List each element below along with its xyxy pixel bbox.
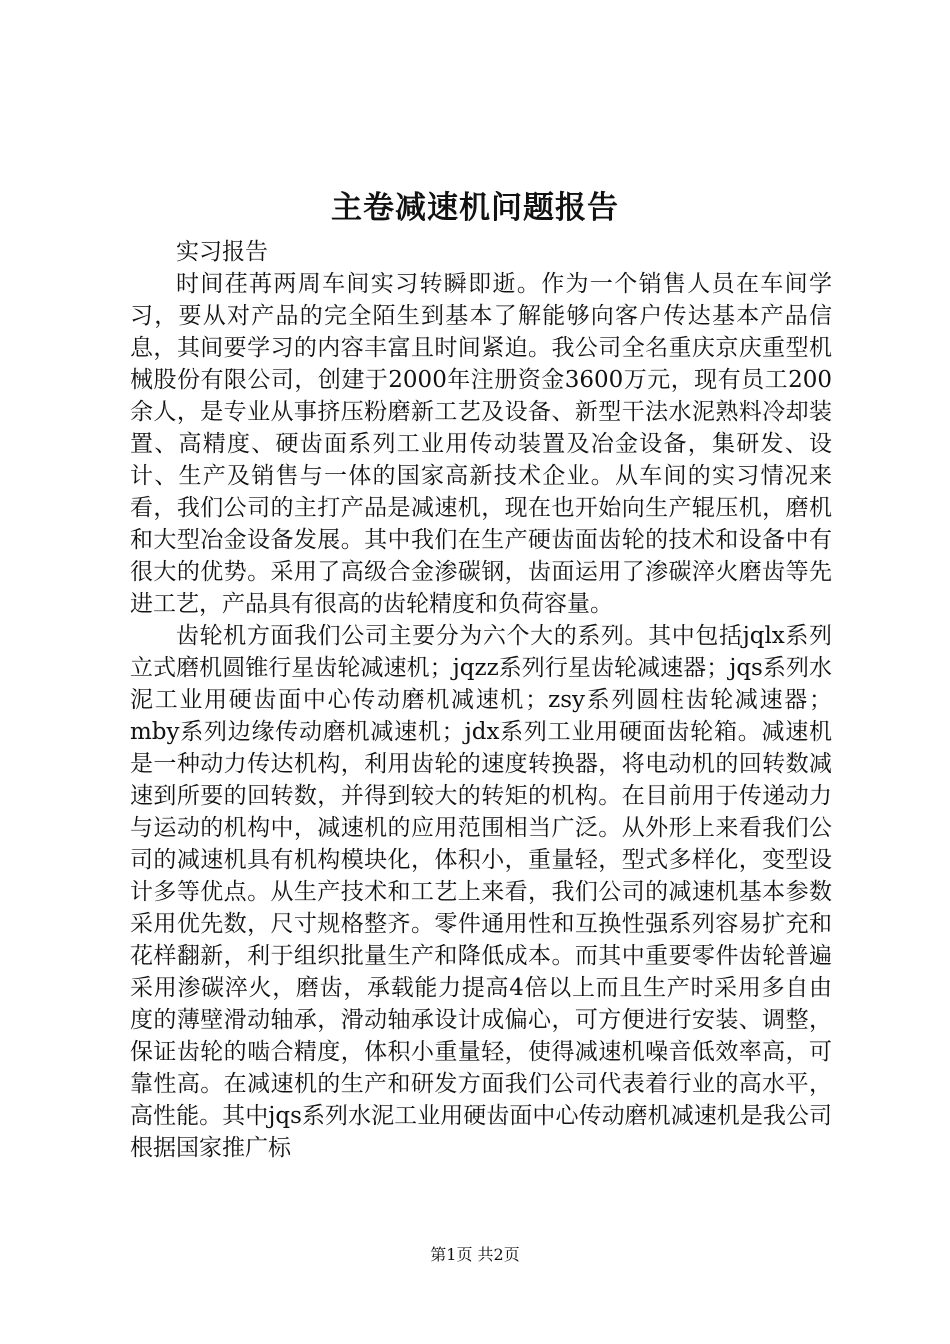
paragraph-heading: 实习报告 bbox=[176, 239, 268, 265]
page-number: 第1页 共2页 bbox=[430, 1245, 520, 1264]
paragraph: 时间荏苒两周车间实习转瞬即逝。作为一个销售人员在车间学习，要从对产品的完全陌生到基本了解能够向客户传达基本产品信息，其间要学习的内容丰富且时间紧迫。我公司全名重庆京庆重型机械股份有限公司，创建于2000年注册资金3600万元，现有员工200余人，是专业从事挤压粉磨新工艺及设备、新型干法水泥熟料冷却装置、高精度、硬齿面系列工业用传动装置及冶金设备，集研发、设计、生产及销售与一体的国家高新技术企业。从车间的实习情况来看，我们公司的主打产品是减速机，现在也开始向生产辊压机，磨机和大型冶金设备发展。其中我们在生产硬齿面齿轮的技术和设备中有很大的优势。采用了高级合金渗碳钢，齿面运用了渗碳淬火磨齿等先进工艺，产品具有很高的齿轮精度和负荷容量。 bbox=[130, 271, 832, 617]
paragraph: 齿轮机方面我们公司主要分为六个大的系列。其中包括jqlx系列立式磨机圆锥行星齿轮减速机；jqzz系列行星齿轮减速器；jqs系列水泥工业用硬齿面中心传动磨机减速机；zsy系列圆柱齿轮减速器；mby系列边缘传动磨机减速机；jdx系列工业用硬面齿轮箱。减速机是一种动力传达机构，利用齿轮的速度转换器，将电动机的回转数减速到所要的回转数，并得到较大的转矩的机构。在目前用于传递动力与运动的机构中，减速机的应用范围相当广泛。从外形上来看我们公司的减速机具有机构模块化，体积小，重量轻，型式多样化，变型设计多等优点。从生产技术和工艺上来看，我们公司的减速机基本参数采用优先数，尺寸规格整齐。零件通用性和互换性强系列容易扩充和花样翻新，利于组织批量生产和降低成本。而其中重要零件齿轮普遍采用渗碳淬火，磨齿，承载能力提高4倍以上而且生产时采用多自由度的薄壁滑动轴承，滑动轴承设计成偏心，可方便进行安装、调整，保证齿轮的啮合精度，体积小重量轻，使得减速机噪音低效率高，可靠性高。在减速机的生产和研发方面我们公司代表着行业的高水平，高性能。其中jqs系列水泥工业用硬齿面中心传动磨机减速机是我公司根据国家推广标 bbox=[130, 623, 832, 1161]
document-body bbox=[130, 236, 832, 1164]
document-title: 主卷减速机问题报告 bbox=[331, 190, 619, 226]
